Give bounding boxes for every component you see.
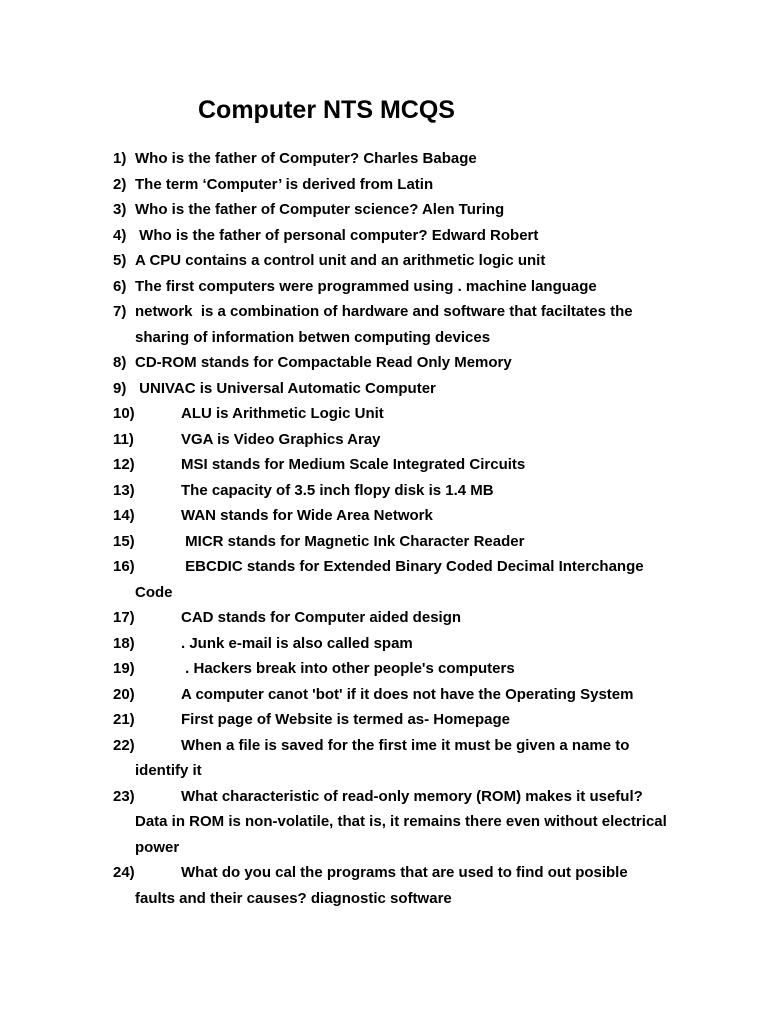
list-item — [0, 350, 768, 376]
item-text: A CPU contains a control unit and an arithmetic logic unit — [135, 252, 546, 269]
item-number: 20) — [113, 685, 135, 703]
item-text: VGA is Video Graphics Aray — [181, 430, 381, 448]
list-item — [0, 274, 768, 300]
item-text: UNIVAC is Universal Automatic Computer — [135, 379, 436, 397]
item-text: network is a combination of hardware and software that faciltates the sharing of information betwen computing devices — [135, 303, 637, 346]
list-item — [0, 299, 768, 350]
item-number: 15) — [113, 532, 135, 550]
item-number: 12) — [113, 456, 135, 473]
item-text: The first computers were programmed using . machine language — [135, 277, 597, 295]
item-text: ALU is Arithmetic Logic Unit — [181, 405, 384, 422]
list-item — [0, 656, 768, 682]
item-number: 22) — [113, 736, 135, 754]
item-number: 7) — [113, 303, 127, 320]
item-text: A computer canot 'bot' if it does not have the Operating System — [181, 685, 634, 703]
item-number: 5) — [113, 252, 127, 269]
item-number: 2) — [113, 175, 127, 193]
item-number: 18) — [113, 634, 135, 652]
item-text: What characteristic of read-only memory (ROM) makes it useful? Data in ROM is non-volatile, that is, it remains there even without electrical power — [135, 787, 671, 856]
item-text: MICR stands for Magnetic Ink Character Reader — [181, 532, 525, 550]
item-number: 3) — [113, 201, 127, 218]
list-item — [0, 376, 768, 402]
item-text: The term ‘Computer’ is derived from Latin — [135, 175, 434, 193]
list-item — [0, 197, 768, 223]
item-number: 9) — [113, 379, 127, 397]
list-item — [0, 223, 768, 249]
item-text: Who is the father of Computer? Charles Babage — [135, 150, 477, 167]
list-item — [0, 248, 768, 274]
list-item — [0, 682, 768, 708]
item-number: 13) — [113, 481, 135, 499]
list-item — [0, 452, 768, 478]
list-item — [0, 401, 768, 427]
list-item — [0, 631, 768, 657]
item-number: 4) — [113, 226, 127, 244]
list-item — [0, 733, 768, 784]
item-text: The capacity of 3.5 inch flopy disk is 1.4 MB — [181, 481, 494, 499]
item-text: MSI stands for Medium Scale Integrated Circuits — [181, 456, 526, 473]
list-item — [0, 146, 768, 172]
item-number: 1) — [113, 150, 127, 167]
list-item — [0, 784, 768, 861]
list-item — [0, 529, 768, 555]
item-number: 24) — [113, 864, 135, 881]
item-text: . Hackers break into other people's computers — [181, 660, 515, 677]
list-item — [0, 860, 768, 911]
item-number: 10) — [113, 405, 135, 422]
mcq-list — [0, 146, 768, 911]
list-item — [0, 554, 768, 605]
item-text: First page of Website is termed as- Homepage — [181, 711, 510, 728]
item-text: When a file is saved for the first ime it must be given a name to identify it — [135, 736, 634, 779]
item-number: 6) — [113, 277, 127, 295]
item-number: 17) — [113, 609, 135, 626]
item-text: Who is the father of personal computer? Edward Robert — [135, 226, 539, 244]
item-number: 11) — [113, 430, 134, 448]
item-number: 21) — [113, 711, 135, 728]
item-text: WAN stands for Wide Area Network — [181, 507, 433, 524]
item-text: . Junk e-mail is also called spam — [181, 634, 413, 652]
item-text: What do you cal the programs that are used to find out posible faults and their causes? diagnostic software — [135, 864, 632, 907]
item-text: EBCDIC stands for Extended Binary Coded Decimal Interchange Code — [135, 558, 648, 601]
list-item — [0, 707, 768, 733]
list-item — [0, 605, 768, 631]
list-item — [0, 503, 768, 529]
item-text: Who is the father of Computer science? Alen Turing — [135, 201, 505, 218]
item-number: 14) — [113, 507, 135, 524]
item-number: 8) — [113, 354, 127, 371]
item-number: 16) — [113, 558, 135, 575]
item-text: CAD stands for Computer aided design — [181, 609, 462, 626]
item-number: 23) — [113, 787, 135, 805]
list-item — [0, 427, 768, 453]
list-item — [0, 478, 768, 504]
item-number: 19) — [113, 660, 135, 677]
list-item — [0, 172, 768, 198]
item-text: CD-ROM stands for Compactable Read Only Memory — [135, 354, 512, 371]
document-title: Computer NTS MCQS — [198, 96, 455, 124]
